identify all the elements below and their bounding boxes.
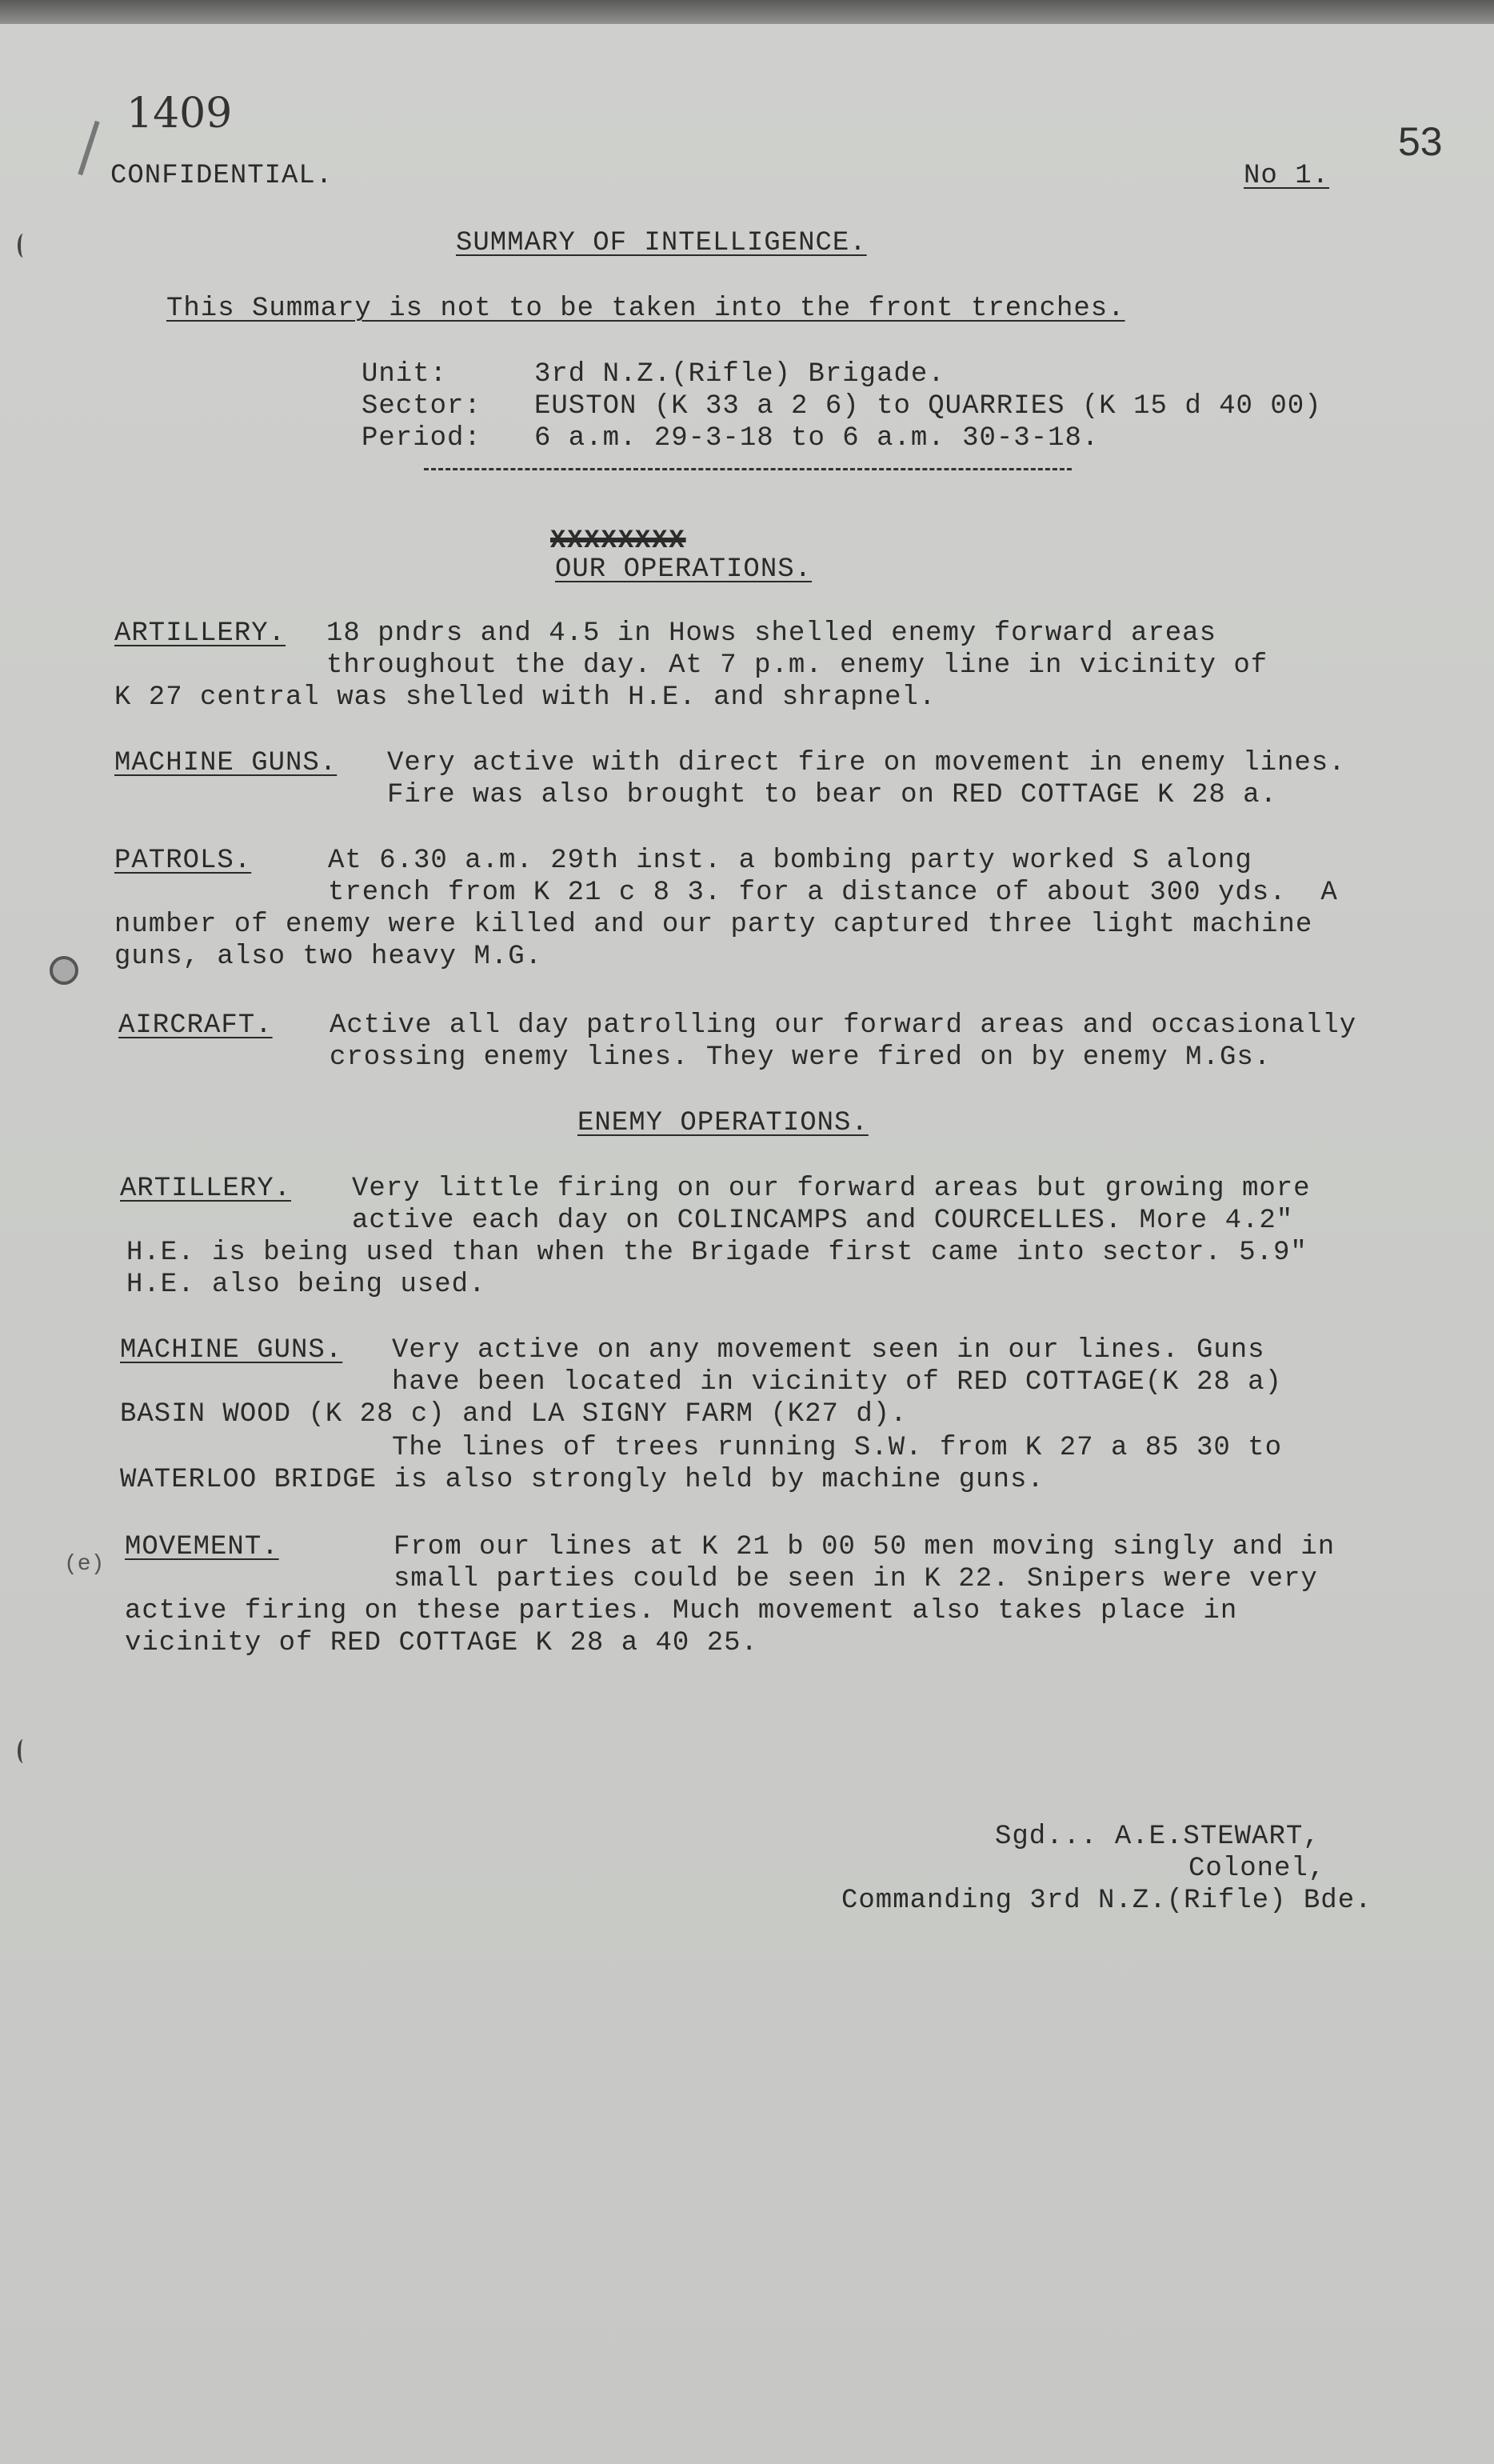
our-patrols-line: trench from K 21 c 8 3. for a distance of about 300 yds. A <box>328 878 1338 908</box>
signature-command: Commanding 3rd N.Z.(Rifle) Bde. <box>841 1886 1372 1916</box>
classification-label: CONFIDENTIAL. <box>110 161 334 191</box>
our-patrols-line: guns, also two heavy M.G. <box>114 942 543 972</box>
our-patrols-label: PATROLS. <box>114 846 252 876</box>
enemy-movement-label: MOVEMENT. <box>125 1532 279 1562</box>
our-aircraft-label: AIRCRAFT. <box>118 1010 273 1041</box>
struck-out-word: XXXXXXXX <box>550 526 686 555</box>
sector-label: Sector: <box>362 391 481 422</box>
signature-name: Sgd... A.E.STEWART, <box>995 1822 1320 1852</box>
summary-number: No 1. <box>1244 161 1330 191</box>
enemy-artillery-line: active each day on COLINCAMPS and COURCELLES. More 4.2" <box>352 1206 1294 1236</box>
enemy-movement-line: From our lines at K 21 b 00 50 men moving singly and in <box>393 1532 1336 1562</box>
our-aircraft-line: Active all day patrolling our forward areas and occasionally <box>330 1010 1357 1041</box>
our-machine-guns-label: MACHINE GUNS. <box>114 748 338 778</box>
enemy-movement-line: small parties could be seen in K 22. Snipers were very <box>393 1564 1318 1594</box>
period-label: Period: <box>362 423 481 454</box>
enemy-artillery-label: ARTILLERY. <box>120 1174 292 1204</box>
punch-hole <box>50 956 78 985</box>
page-number: 53 <box>1398 119 1443 164</box>
our-machine-guns-line: Fire was also brought to bear on RED COTTAGE K 28 a. <box>387 780 1277 810</box>
our-machine-guns-line: Very active with direct fire on movement in enemy lines. <box>387 748 1346 778</box>
enemy-movement-line: vicinity of RED COTTAGE K 28 a 40 25. <box>125 1628 758 1658</box>
our-operations-heading: OUR OPERATIONS. <box>555 554 813 585</box>
enemy-machine-guns-line: BASIN WOOD (K 28 c) and LA SIGNY FARM (K27 d). <box>120 1399 908 1430</box>
enemy-machine-guns-line: WATERLOO BRIDGE is also strongly held by machine guns. <box>120 1465 1045 1495</box>
binding-mark <box>18 1739 29 1763</box>
enemy-machine-guns-line: have been located in vicinity of RED COTTAGE(K 28 a) <box>392 1367 1282 1398</box>
our-artillery-label: ARTILLERY. <box>114 618 286 649</box>
enemy-operations-heading: ENEMY OPERATIONS. <box>577 1108 869 1138</box>
binding-mark <box>18 234 29 258</box>
enemy-machine-guns-line: Very active on any movement seen in our lines. Guns <box>392 1335 1265 1366</box>
our-artillery-line: K 27 central was shelled with H.E. and shrapnel. <box>114 682 937 713</box>
enemy-machine-guns-label: MACHINE GUNS. <box>120 1335 343 1366</box>
caution-notice: This Summary is not to be taken into the front trenches. <box>166 294 1125 324</box>
unit-value: 3rd N.Z.(Rifle) Brigade. <box>534 359 945 390</box>
our-patrols-line: number of enemy were killed and our party captured three light machine <box>114 910 1313 940</box>
margin-annotation: (e) <box>64 1552 105 1577</box>
sector-value: EUSTON (K 33 a 2 6) to QUARRIES (K 15 d 40 00) <box>534 391 1322 422</box>
enemy-artillery-line: Very little firing on our forward areas but growing more <box>352 1174 1311 1204</box>
our-aircraft-line: crossing enemy lines. They were fired on by enemy M.Gs. <box>330 1042 1272 1073</box>
our-patrols-line: At 6.30 a.m. 29th inst. a bombing party worked S along <box>328 846 1252 876</box>
reference-number: 1409 <box>126 90 233 138</box>
enemy-artillery-line: H.E. is being used than when the Brigade first came into sector. 5.9" <box>126 1238 1308 1268</box>
our-artillery-line: 18 pndrs and 4.5 in Hows shelled enemy forward areas <box>326 618 1216 649</box>
our-artillery-line: throughout the day. At 7 p.m. enemy line in vicinity of <box>326 650 1268 681</box>
signature-rank: Colonel, <box>1188 1854 1326 1884</box>
period-value: 6 a.m. 29-3-18 to 6 a.m. 30-3-18. <box>534 423 1100 454</box>
enemy-movement-line: active firing on these parties. Much movement also takes place in <box>125 1596 1238 1626</box>
enemy-artillery-line: H.E. also being used. <box>126 1270 486 1300</box>
unit-label: Unit: <box>362 359 448 390</box>
enemy-machine-guns-line: The lines of trees running S.W. from K 27 a 85 30 to <box>392 1433 1282 1463</box>
document-title: SUMMARY OF INTELLIGENCE. <box>456 228 867 258</box>
dashed-divider <box>424 468 1072 470</box>
